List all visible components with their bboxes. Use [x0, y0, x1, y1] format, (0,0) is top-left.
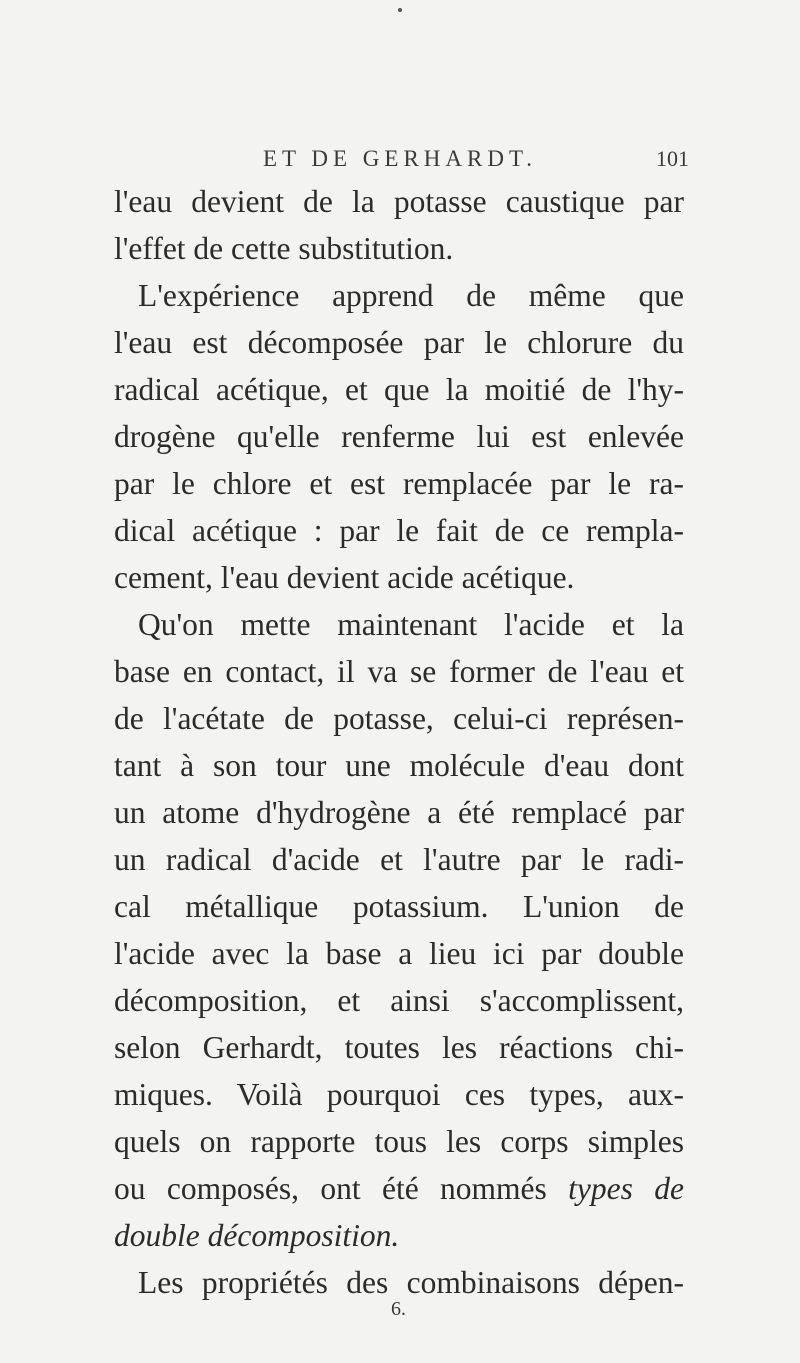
page-number: 101: [656, 146, 689, 171]
text-line: tant à son tour une molécule d'eau dont: [114, 748, 684, 783]
text-line: cement, l'eau devient acide acétique.: [114, 560, 575, 595]
text-line: Les propriétés des combinaisons dépen-: [138, 1265, 684, 1300]
body-text: [114, 178, 684, 1306]
text-line: par le chlore et est remplacée par le ra-: [114, 466, 684, 501]
text-line-with-italic: [114, 1165, 684, 1212]
text-line: L'expérience apprend de même que: [138, 278, 684, 313]
print-speck: [398, 8, 402, 12]
text-line: l'eau devient de la potasse caustique par: [114, 184, 684, 219]
text-line: selon Gerhardt, toutes les réactions chi-: [114, 1030, 684, 1065]
text-line: quels on rapporte tous les corps simples: [114, 1124, 684, 1159]
text-line: base en contact, il va se former de l'eau et: [114, 654, 684, 689]
text-line: drogène qu'elle renferme lui est enlevée: [114, 419, 684, 454]
text-line: Qu'on mette maintenant l'acide et la: [138, 607, 684, 642]
text-line: dical acétique : par le fait de ce rempla-: [114, 513, 684, 548]
text-line: cal métallique potassium. L'union de: [114, 889, 684, 924]
italic-term: types de: [568, 1171, 684, 1206]
text-line: l'effet de cette substitution.: [114, 231, 454, 266]
text-segment: ou composés, ont été nommés: [114, 1171, 569, 1206]
text-line: décomposition, et ainsi s'accomplissent,: [114, 983, 684, 1018]
text-line: de l'acétate de potasse, celui-ci représen-: [114, 701, 684, 736]
italic-term-continuation: double décomposition.: [114, 1218, 400, 1253]
text-line: radical acétique, et que la moitié de l'hy-: [114, 372, 684, 407]
text-line: l'eau est décomposée par le chlorure du: [114, 325, 684, 360]
text-line: miques. Voilà pourquoi ces types, aux-: [114, 1077, 684, 1112]
signature-mark: 6.: [391, 1298, 406, 1320]
text-line: un radical d'acide et l'autre par le radi-: [114, 842, 684, 877]
running-head: ET DE GERHARDT.: [262, 146, 538, 171]
text-line: un atome d'hydrogène a été remplacé par: [114, 795, 684, 830]
text-line: l'acide avec la base a lieu ici par double: [114, 936, 684, 971]
